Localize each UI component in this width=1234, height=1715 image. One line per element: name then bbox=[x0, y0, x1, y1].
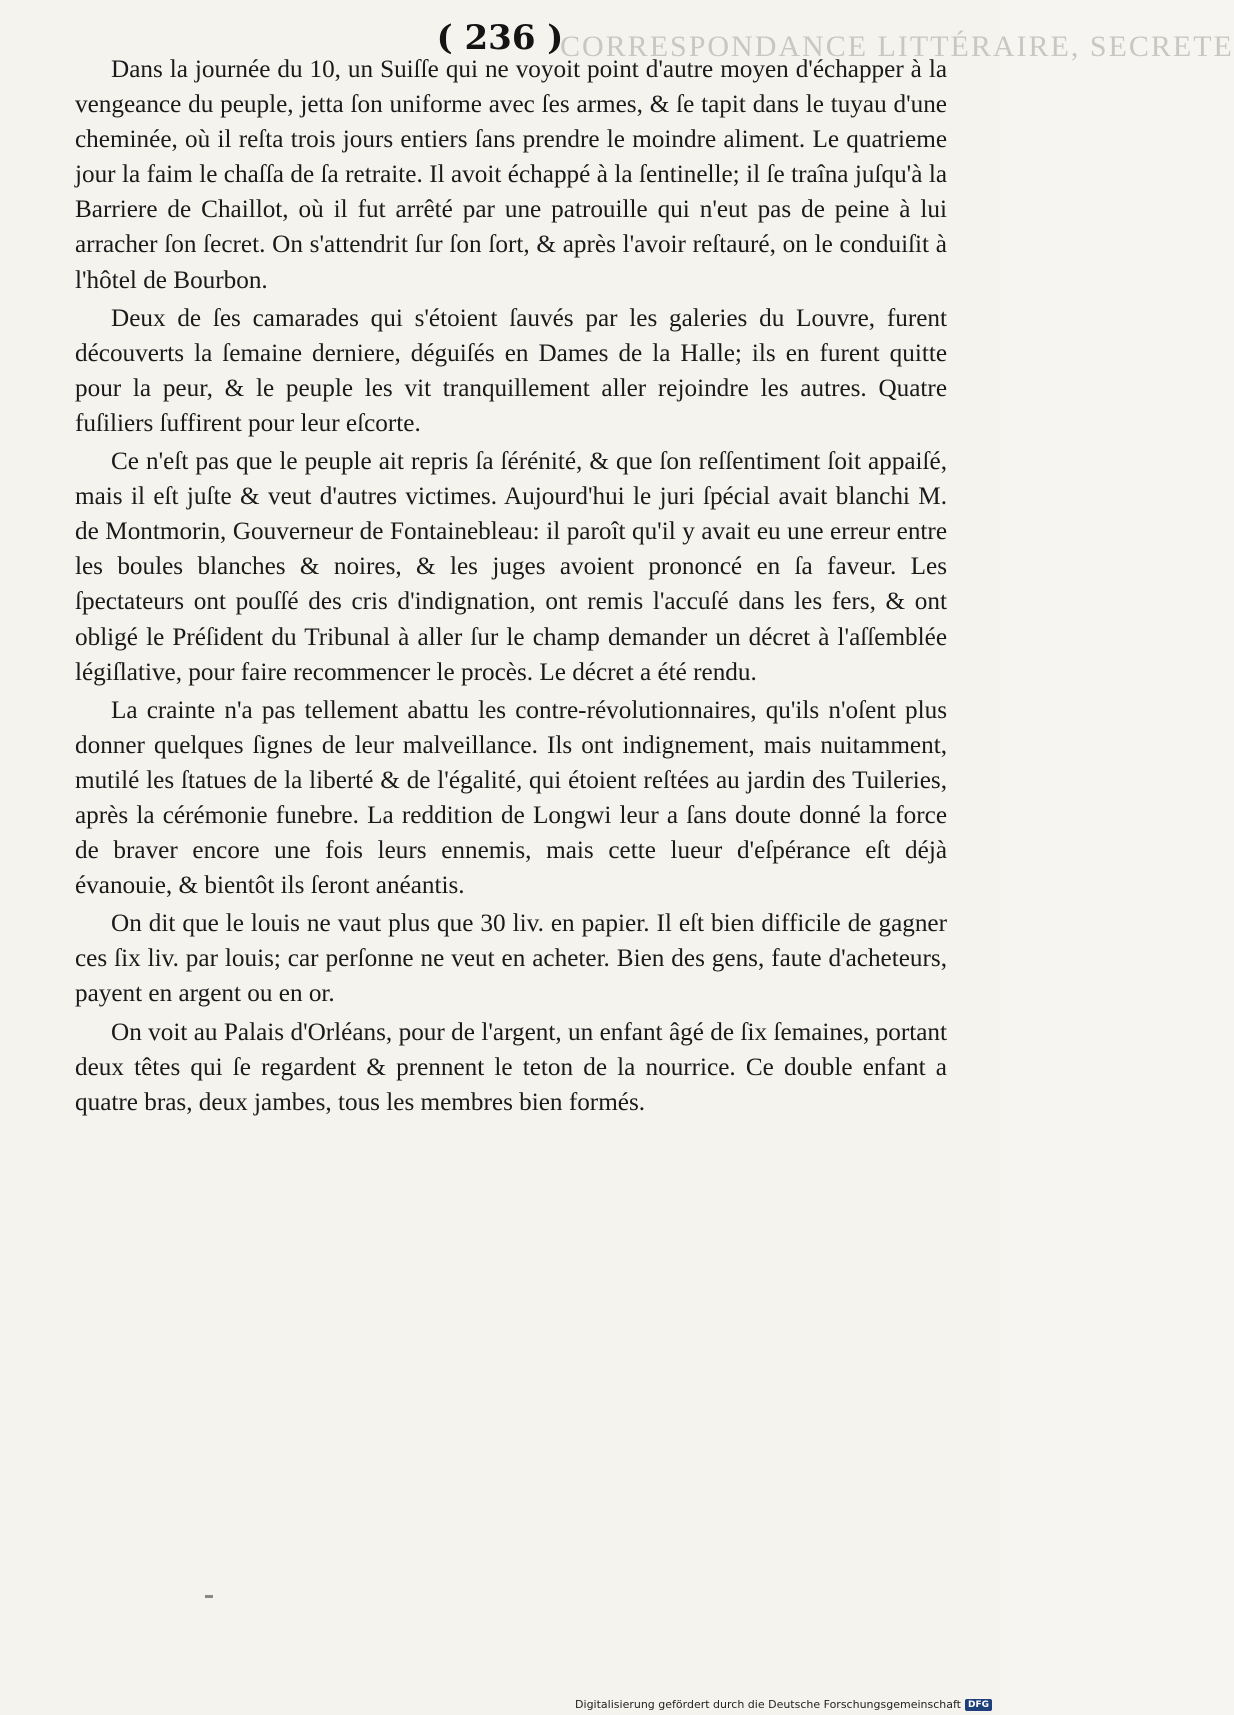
article-body bbox=[75, 52, 947, 1123]
paragraph-double-child: On voit au Palais d'Orléans, pour de l'argent, un enfant âgé de ſix ſemaines, portant deux têtes qui ſe regardent & prennent le teton de la nourrice. Ce double enfant a quatre bras, deux jambes, tous les membres bien formés. bbox=[75, 1018, 947, 1116]
paragraph-louvre-escape: Deux de ſes camarades qui s'étoient ſauvés par les galeries du Louvre, furent découverts la ſemaine derniere, déguiſés en Dames de la Halle; ils en furent quitte pour la peur, & le peuple les vit tranquillement aller rejoindre les autres. Quatre fuſiliers ſuffirent pour leur eſcorte. bbox=[75, 304, 947, 437]
paragraph-montmorin-trial: Ce n'eſt pas que le peuple ait repris ſa ſérénité, & que ſon reſſentiment ſoit appaiſé, mais il eſt juſte & veut d'autres victimes. Aujourd'hui le juri ſpécial avait blanchi M. de Montmorin, Gouverneur de Fontainebleau: il paroît qu'il y avait eu une erreur entre les boules blanches & noires, & les juges avoient prononcé en ſa faveur. Les ſpectateurs ont pouſſé des cris d'indignation, ont remis l'accuſé dans les fers, & ont obligé le Préſident du Tribunal à aller ſur le champ demander un décret à l'aſſemblée légiſlative, pour faire recommencer le procès. Le décret a été rendu. bbox=[75, 448, 947, 686]
paragraph-swiss-guard: Dans la journée du 10, un Suiſſe qui ne voyoit point d'autre moyen d'échapper à la vengeance du peuple, jetta ſon uniforme avec ſes armes, & ſe tapit dans le tuyau d'une cheminée, où il reſta trois jours entiers ſans prendre le moindre aliment. Le quatrieme jour la faim le chaſſa de ſa retraite. Il avoit échappé à la ſentinelle; il ſe traîna juſqu'à la Barriere de Chaillot, où il fut arrêté par une patrouille qui n'eut pas de peine à lui arracher ſon ſecret. On s'attendrit ſur ſon ſort, & après l'avoir reſtauré, on le conduiſit à l'hôtel de Bourbon. bbox=[75, 56, 947, 294]
footer-text: Digitalisierung gefördert durch die Deutsche Forschungsgemeinschaft bbox=[575, 1698, 961, 1711]
bleed-through-text: CORRESPONDANCE LITTÉRAIRE, SECRETE bbox=[560, 30, 1234, 63]
paragraph-louis-value: On dit que le louis ne vaut plus que 30 liv. en papier. Il eſt bien difficile de gagner ces ſix liv. par louis; car perſonne ne veut en acheter. Bien des gens, faute d'acheteurs, payent en argent ou en or. bbox=[75, 910, 947, 1008]
digitization-footer bbox=[575, 1698, 992, 1711]
dfg-logo-icon: DFG bbox=[965, 1699, 992, 1711]
page-number: ( 236 ) bbox=[436, 18, 564, 58]
ink-mark bbox=[205, 1595, 213, 1598]
paragraph-counter-revolution: La crainte n'a pas tellement abattu les contre-révolutionnaires, qu'ils n'oſent plus donner quelques ſignes de leur malveillance. Ils ont indignement, mais nuitamment, mutilé les ſtatues de la liberté & de l'égalité, qui étoient reſtées au jardin des Tuileries, après la cérémonie funebre. La reddition de Longwi leur a ſans doute donné la force de braver encore une fois leurs ennemis, mais cette lueur d'eſpérance eſt déjà évanouie, & bientôt ils ſeront anéantis. bbox=[75, 696, 947, 900]
